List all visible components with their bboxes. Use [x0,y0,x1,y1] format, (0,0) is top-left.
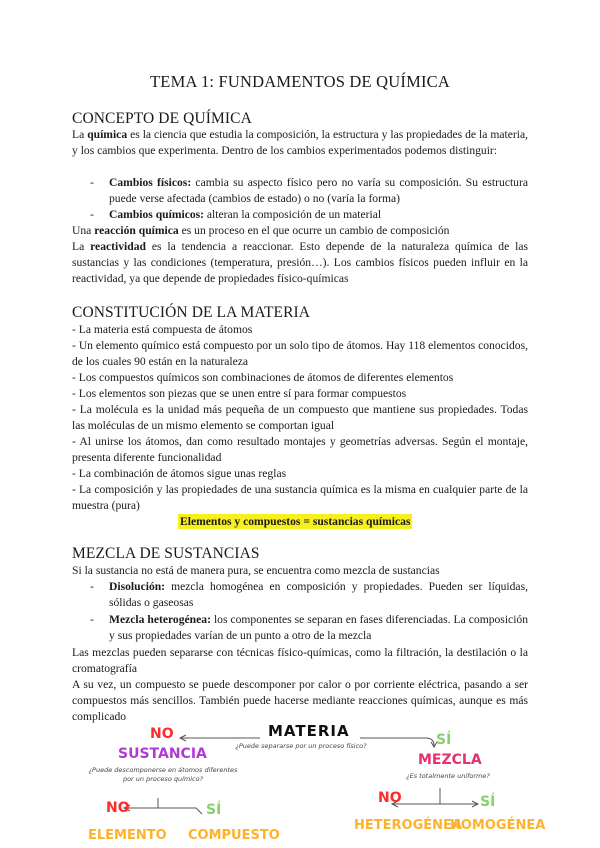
paragraph-reaccion [72,223,528,239]
bold-term: reacción química [94,224,179,237]
bullet-dash: - [90,613,94,626]
text: alteran la composición de un material [204,208,382,221]
text: mezcla homogénea en composición y propiedades. Pueden ser líquidas, sólidas o gaseosas [109,580,528,609]
label-no-right-sub: NO [378,790,402,806]
bold-term: Disolución: [109,580,166,593]
text: es la ciencia que estudia la composición, la estructura y las propiedades de la materia, y los cambios que experimenta. Dentro de los cambios experimentados podemos distinguir: [72,128,528,157]
text: cambia su aspecto físico pero no varía su composición. Su estructura puede verse afectada (cambios de estado) o no (varía la forma) [109,176,528,205]
line-4: - Los elementos son piezas que se unen entre sí para formar compuestos [72,387,407,400]
node-materia: MATERIA [268,722,350,740]
node-mezcla: MEZCLA [418,752,482,768]
line-6: - Al unirse los átomos, dan como resultado montajes y geometrías adversas. Según el montaje, presenta diferente funcionalidad [72,435,528,464]
label-no-left: NO [150,726,174,742]
line-2: - Un elemento químico está compuesto por un solo tipo de átomos. Hay 118 elementos conocidos, de los cuales 90 están en la naturaleza [72,339,528,368]
text: La [72,240,91,253]
list-item-disolucion [90,579,528,611]
bold-term: Mezcla heterogénea: [109,613,211,626]
text: es la tendencia a reaccionar. Esto depende de la naturaleza química de las sustancias y las condiciones (temperatura, presión…). Los cambios físicos pueden influir en la reactividad, ya que depende de propiedades físico-químicas [72,240,528,285]
node-heterogenea: HETEROGÉNEA [354,818,462,833]
question-right: ¿Es totalmente uniforme? [406,772,490,780]
line-5: - La molécula es la unidad más pequeña de un compuesto que mantiene sus propiedades. Todas las moléculas de un mismo elemento se comportan igual [72,403,528,432]
paragraph-separacion: Las mezclas pueden separarse con técnicas físico-químicas, como la filtración, la destilación o la cromatografía [72,646,528,675]
bold-term: Cambios físicos: [109,176,192,189]
question-root: ¿Puede separarse por un proceso físico? [235,742,367,750]
question-left: ¿Puede descomponerse en átomos diferentes por un proceso químico? [88,766,238,783]
bold-term: química [87,128,128,141]
highlighted-statement: Elementos y compuestos = sustancias químicas [180,515,411,528]
label-no-left-sub: NO [106,800,130,816]
text: Una [72,224,95,237]
bold-term: Cambios químicos: [109,208,205,221]
bullet-dash: - [90,580,94,593]
section-heading-concepto: CONCEPTO DE QUÍMICA [72,110,252,127]
text: los componentes se separan en fases diferenciadas. La composición y sus propiedades varían de un punto a otro de la mezcla [109,613,529,642]
bullet-dash: - [90,176,94,189]
list-item-heterogenea [90,612,528,644]
paragraph-reactividad [72,239,528,287]
list-item-cambios-fisicos [90,175,528,207]
line-1: - La materia está compuesta de átomos [72,323,253,336]
line-7: - La combinación de átomos sigue unas reglas [72,467,287,480]
document-title: TEMA 1: FUNDAMENTOS DE QUÍMICA [150,72,450,91]
paragraph-mezcla-intro: Si la sustancia no está de manera pura, se encuentra como mezcla de sustancias [72,564,440,577]
node-homogenea: HOMOGÉNEA [450,818,546,833]
line-8: - La composición y las propiedades de una sustancia química es la misma en cualquier parte de la muestra (pura) [72,483,528,512]
label-si-right: SÍ [436,732,452,748]
text: La [72,128,88,141]
paragraph-quimica [72,127,528,159]
bullet-dash: - [90,208,94,221]
node-elemento: ELEMENTO [88,828,167,843]
line-3: - Los compuestos químicos son combinaciones de átomos de diferentes elementos [72,371,454,384]
bold-term: reactividad [90,240,146,253]
node-sustancia: SUSTANCIA [118,746,207,762]
section-heading-mezcla: MEZCLA DE SUSTANCIAS [72,545,260,562]
label-si-right-sub: SÍ [480,794,496,810]
paragraph-descomposicion: A su vez, un compuesto se puede descomponer por calor o por corriente eléctrica, pasando a ser compuestos más sencillos. También puede hacerse mediante reacciones químicas, aunque es más complicado [72,678,528,723]
text: es un proceso en el que ocurre un cambio de composición [178,224,450,237]
list-item-cambios-quimicos [90,207,528,223]
classification-diagram [88,718,546,848]
section-heading-constitucion: CONSTITUCIÓN DE LA MATERIA [72,304,311,321]
node-compuesto: COMPUESTO [188,828,280,843]
label-si-left-sub: SÍ [206,802,222,818]
